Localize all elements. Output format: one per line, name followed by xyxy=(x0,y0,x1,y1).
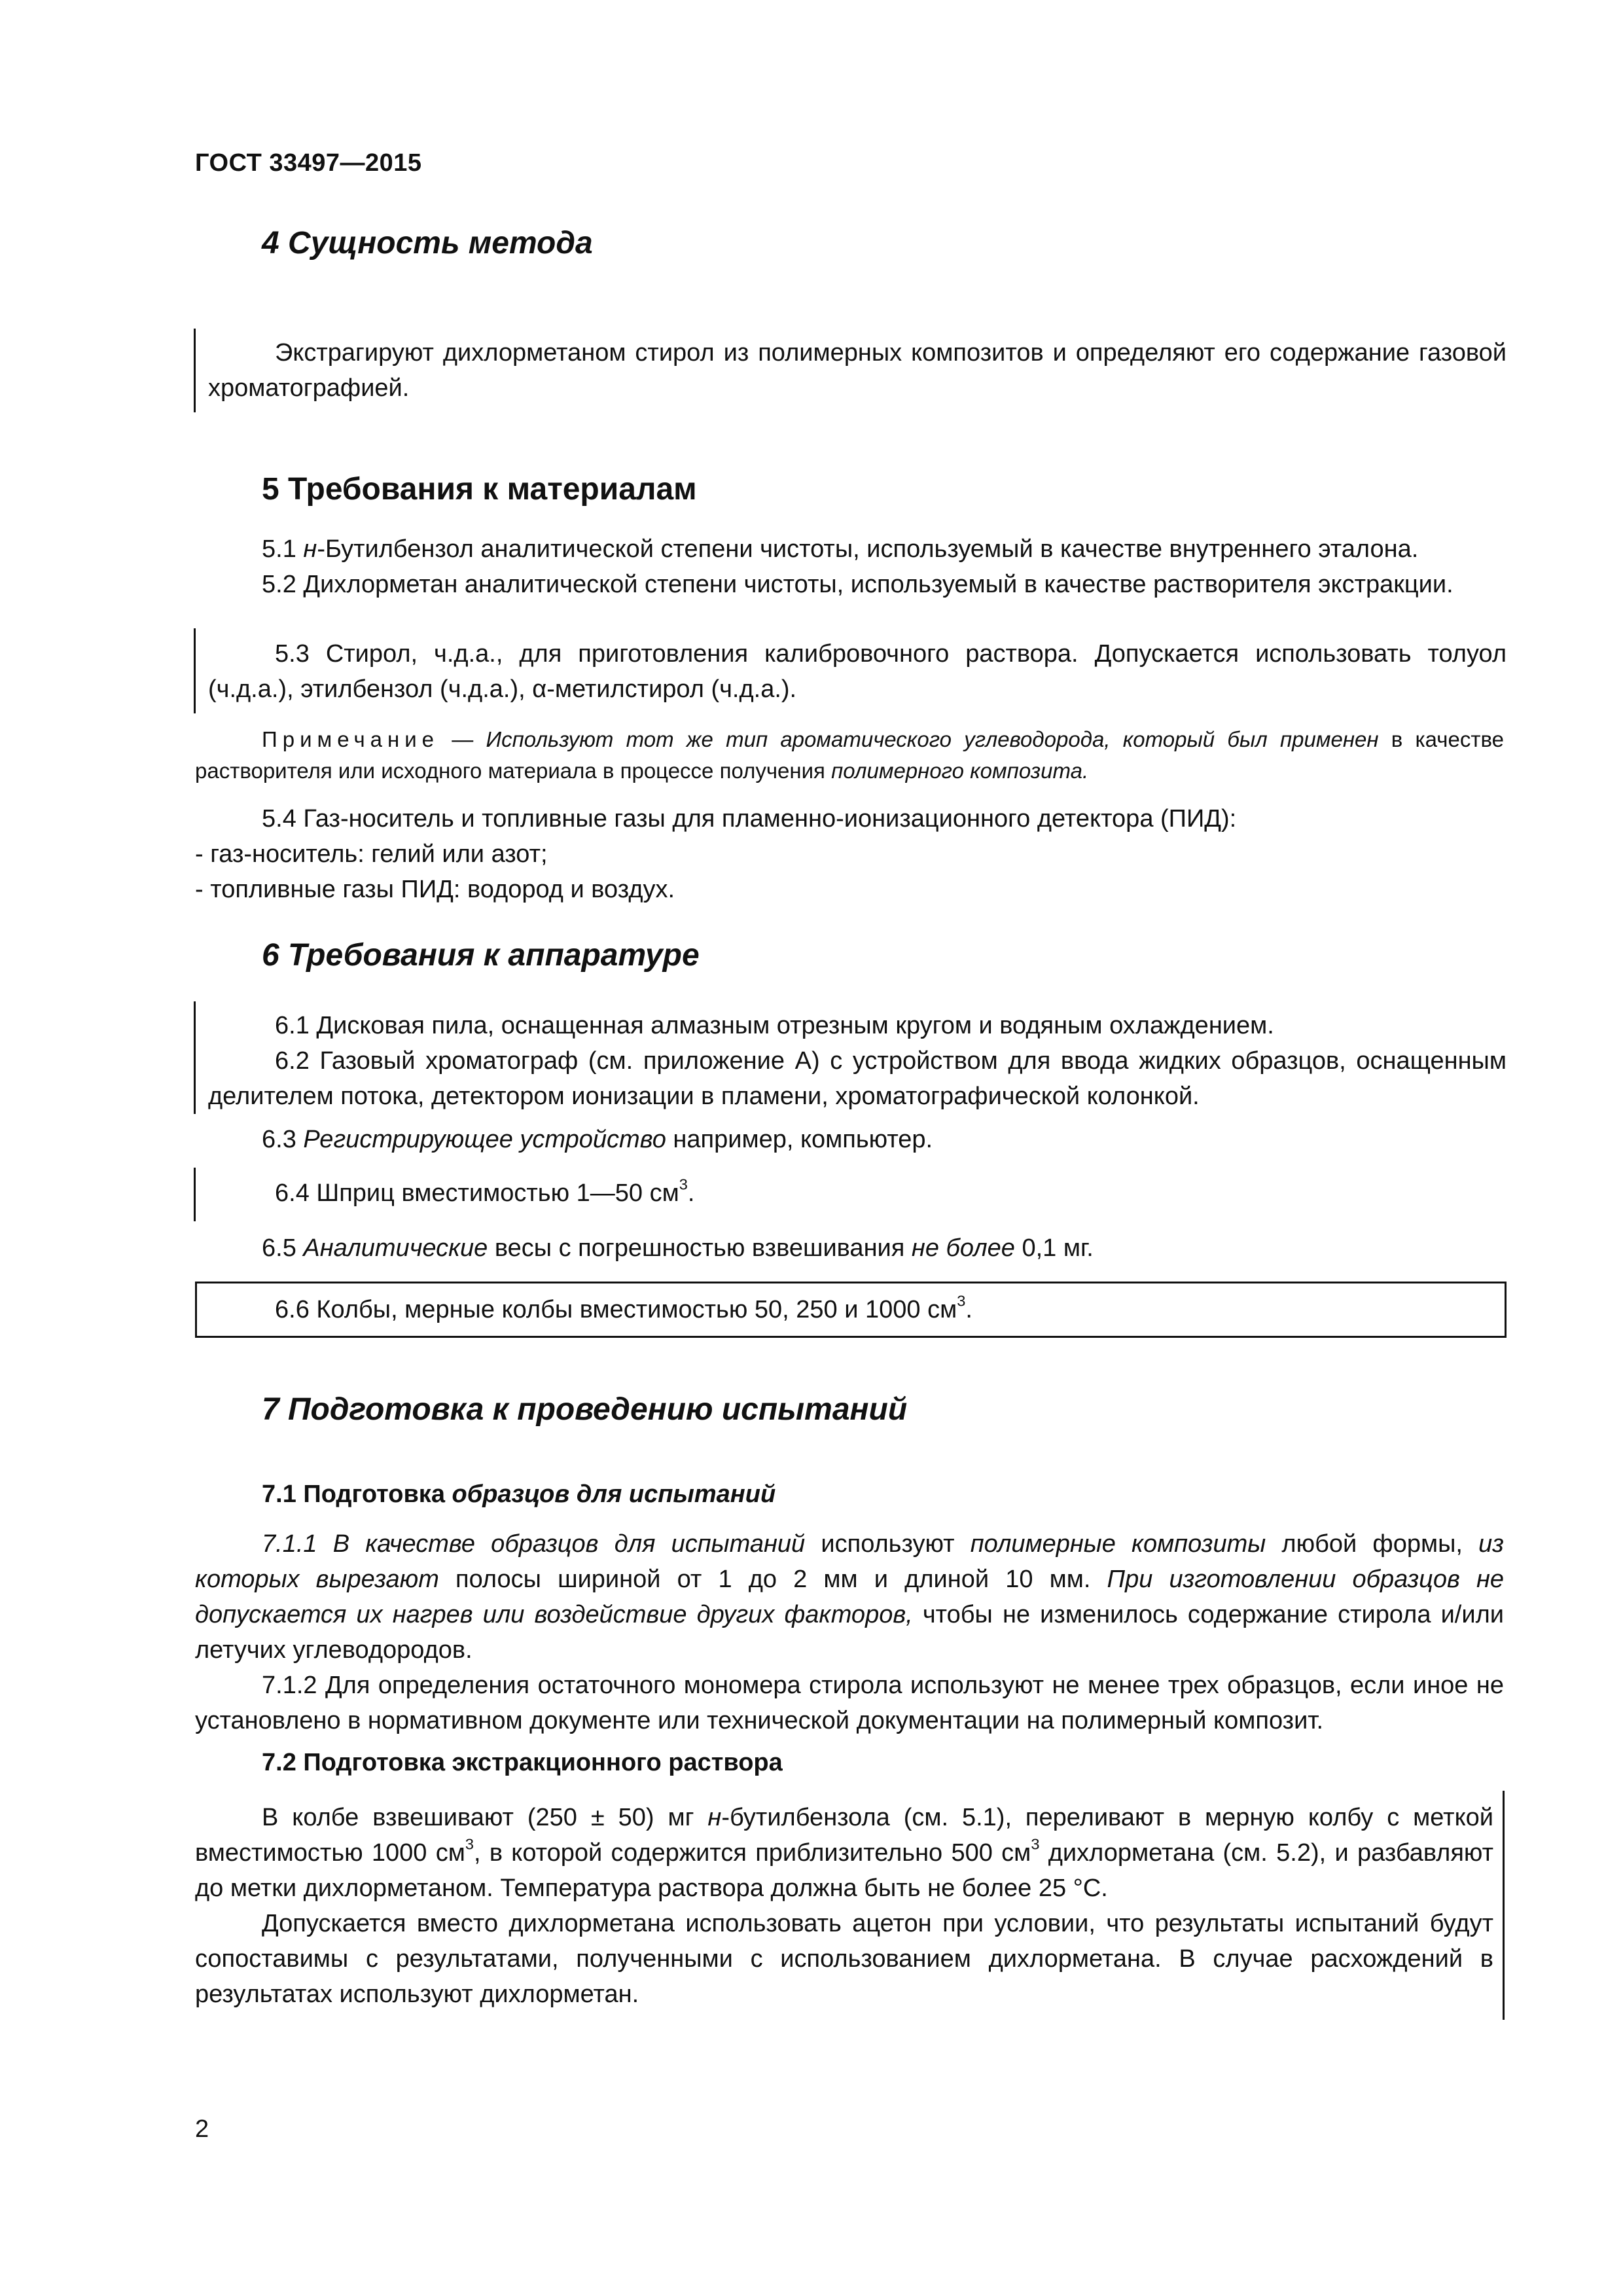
subsection-7-1-title: 7.1 Подготовка образцов для испытаний xyxy=(262,1480,776,1508)
document-id: ГОСТ 33497—2015 xyxy=(195,149,422,177)
clause-5-2: 5.2 Дихлорметан аналитической степени чистоты, используемый в качестве растворителя экстракции. xyxy=(262,571,1454,598)
section-7-title: 7 Подготовка к проведению испытаний xyxy=(262,1392,908,1427)
list-item: - топливные газы ПИД: водород и воздух. xyxy=(195,876,675,903)
change-bar xyxy=(1503,1791,1505,2020)
page-number: 2 xyxy=(195,2115,209,2143)
change-bar xyxy=(194,628,196,713)
clause-6-4: 6.4 Шприц вместимостью 1—50 $см^3$. xyxy=(275,1175,695,1207)
clause-7-1-1: 7.1.1 В качестве образцов для испытаний используют полимерные композиты любой формы, из которых вырезают полосы шириной от 1 до 2 мм и длиной 10 мм. При изготовлении образцов не допускается их нагрев или воздействие других факторов, чтобы не изменилось содержание стирола и/или летучих углеводородов. xyxy=(195,1530,1505,1664)
clause-7-1-2: 7.1.2 Для определения остаточного мономера стирола используют не менее трех образцов, если иное не установлено в нормативном документе или технической документации на полимерный композит. xyxy=(195,1672,1504,1734)
clause-5-4: 5.4 Газ-носитель и топливные газы для пламенно-ионизационного детектора (ПИД): xyxy=(262,805,1237,833)
clause-7-2-text: Допускается вместо дихлорметана использовать ацетон при условии, что результаты испытаний будут сопоставимы с результатами, полученными с использованием дихлорметана. В случае расхождений в результатах используют дихлорметан. xyxy=(195,1910,1493,2008)
list-item: - газ-носитель: гелий или азот; xyxy=(195,840,548,868)
clause-7-2-text: В колбе взвешивают (250 ± 50) мг н-бутилбензола (см. 5.1), переливают в мерную колбу с меткой вместимостью 1000 $см^3$, в которой содержится приблизительно 500 $см^3$ дихлорметана (см. 5.2), и разбавляют до метки дихлорметаном. Температура раствора должна быть не более 25 °С. xyxy=(195,1804,1493,1902)
note: Примечание — Используют тот же тип ароматического углеводорода, который был применен в качестве растворителя или исходного материала в процессе получения полимерного композита. xyxy=(195,727,1504,783)
clause-6-2: 6.2 Газовый хроматограф (см. приложение А) с устройством для ввода жидких образцов, оснащенным делителем потока, детектором ионизации в пламени, хроматографической колонкой. xyxy=(208,1047,1507,1110)
clause-6-3: 6.3 Регистрирующее устройство например, компьютер. xyxy=(262,1126,933,1153)
clause-5-1: 5.1 н-Бутилбензол аналитической степени чистоты, используемый в качестве внутреннего эталона. xyxy=(262,535,1419,563)
section-6-title: 6 Требования к аппаратуре xyxy=(262,938,700,973)
clause-6-1: 6.1 Дисковая пила, оснащенная алмазным отрезным кругом и водяным охлаждением. xyxy=(275,1012,1274,1039)
section-5-title: 5 Требования к материалам xyxy=(262,472,697,507)
clause-5-3: 5.3 Стирол, ч.д.а., для приготовления калибровочного раствора. Допускается использовать толуол (ч.д.а.), этилбензол (ч.д.а.), α-метилстирол (ч.д.а.). xyxy=(208,640,1507,703)
clause-6-6: 6.6 Колбы, мерные колбы вместимостью 50, 250 и 1000 $см^3$. xyxy=(275,1292,972,1323)
change-bar xyxy=(194,329,196,412)
note-label: Примечание xyxy=(262,727,440,751)
clause-6-5: 6.5 Аналитические весы с погрешностью взвешивания не более 0,1 мг. xyxy=(262,1234,1094,1262)
section-4-title: 4 Сущность метода xyxy=(262,226,593,260)
section-4-text: Экстрагируют дихлорметаном стирол из полимерных композитов и определяют его содержание газовой хроматографией. xyxy=(208,339,1507,402)
change-bar xyxy=(194,1001,196,1114)
change-bar xyxy=(194,1168,196,1221)
subsection-7-2-title: 7.2 Подготовка экстракционного раствора xyxy=(262,1749,783,1776)
